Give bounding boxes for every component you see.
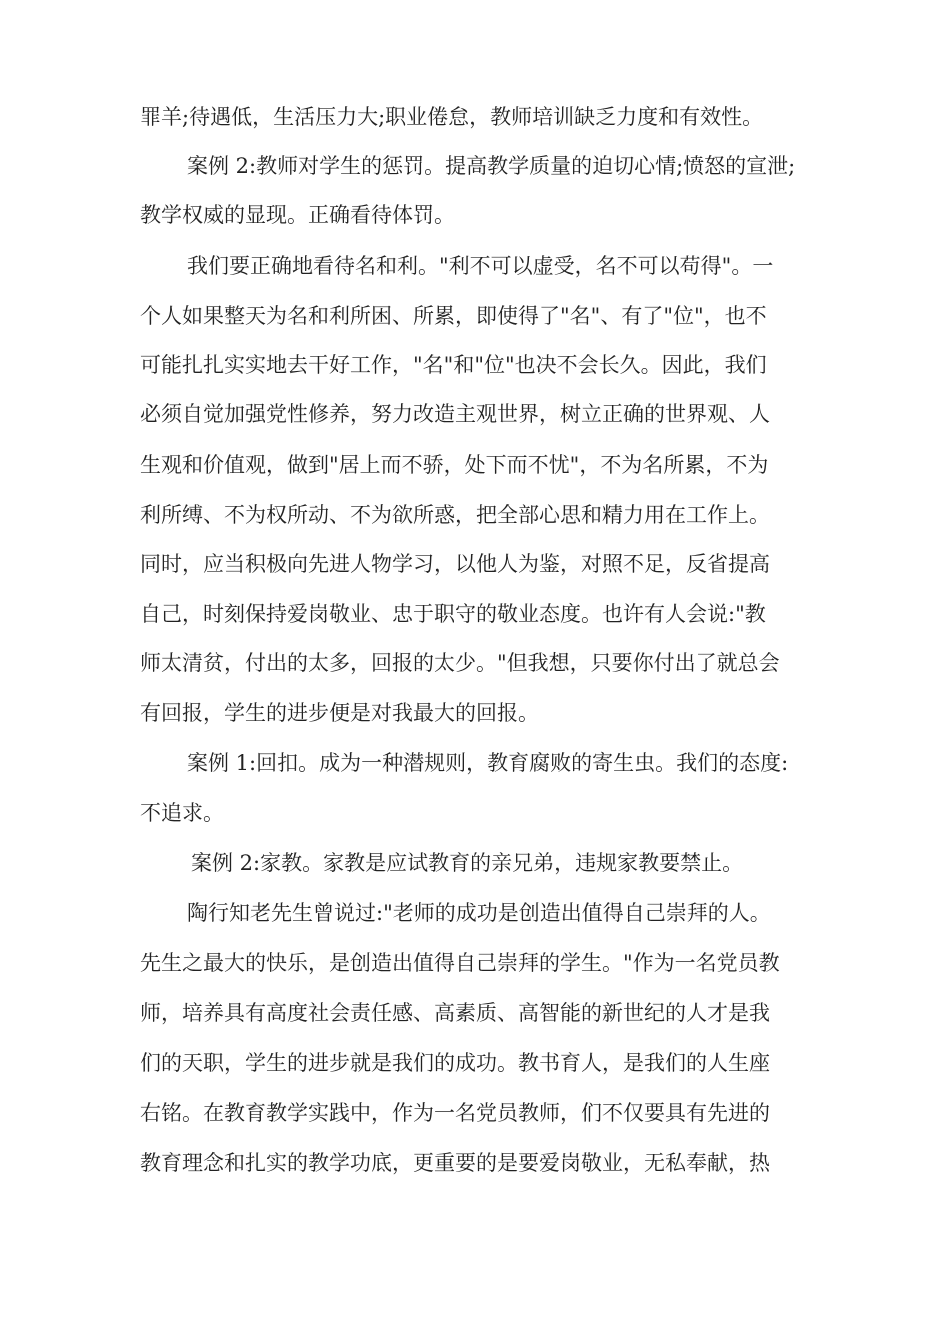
text-line: 案例 1:回扣。成为一种潜规则，教育腐败的寄生虫。我们的态度:	[187, 751, 789, 775]
text-line: 个人如果整天为名和利所困、所累，即使得了"名"、有了"位"，也不	[140, 304, 767, 328]
text-line: 同时，应当积极向先进人物学习，以他人为鉴，对照不足，反省提高	[140, 552, 770, 576]
text-line: 我们要正确地看待名和利。"利不可以虚受，名不可以苟得"。一	[187, 254, 774, 278]
text-line: 陶行知老先生曾说过:"老师的成功是创造出值得自己崇拜的人。	[187, 901, 771, 925]
text-line: 师，培养具有高度社会责任感、高素质、高智能的新世纪的人才是我	[140, 1001, 770, 1025]
text-line: 有回报，学生的进步便是对我最大的回报。	[140, 701, 539, 725]
text-line: 们的天职，学生的进步就是我们的成功。教书育人，是我们的人生座	[140, 1051, 770, 1075]
text-line: 教育理念和扎实的教学功底，更重要的是要爱岗敬业，无私奉献，热	[140, 1151, 770, 1175]
text-line: 右铭。在教育教学实践中，作为一名党员教师，们不仅要具有先进的	[140, 1101, 770, 1125]
text-line: 先生之最大的快乐，是创造出值得自己崇拜的学生。"作为一名党员教	[140, 951, 780, 975]
text-line: 可能扎扎实实地去干好工作，"名"和"位"也决不会长久。因此，我们	[140, 353, 767, 377]
text-line: 自己，时刻保持爱岗敬业、忠于职守的敬业态度。也许有人会说:"教	[140, 602, 766, 626]
text-line: 教学权威的显现。正确看待体罚。	[140, 203, 455, 227]
text-line: 案例 2:家教。家教是应试教育的亲兄弟，违规家教要禁止。	[191, 851, 744, 875]
text-line: 罪羊;待遇低，生活压力大;职业倦怠，教师培训缺乏力度和有效性。	[140, 105, 764, 129]
text-line: 师太清贫，付出的太多，回报的太少。"但我想，只要你付出了就总会	[140, 651, 780, 675]
text-line: 不追求。	[140, 801, 224, 825]
text-line: 利所缚、不为权所动、不为欲所惑，把全部心思和精力用在工作上。	[140, 503, 770, 527]
text-line: 必须自觉加强党性修养，努力改造主观世界，树立正确的世界观、人	[140, 402, 770, 426]
text-line: 案例 2:教师对学生的惩罚。提高教学质量的迫切心情;愤怒的宣泄;	[187, 154, 796, 178]
text-line: 生观和价值观，做到"居上而不骄，处下而不忧"，不为名所累，不为	[140, 453, 769, 477]
